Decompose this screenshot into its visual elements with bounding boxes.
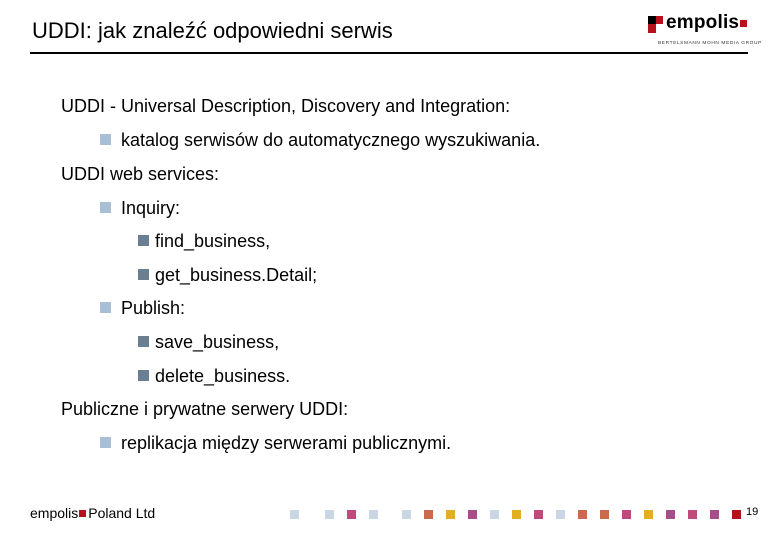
footer-square-icon [446,510,455,519]
logo-square-icon [740,20,747,27]
footer-square-icon [556,510,565,519]
bullet-icon [100,202,111,213]
bullet-icon [138,269,149,280]
bullet-icon [138,235,149,246]
footer-square-icon [688,510,697,519]
sub-bullet-item: get_business.Detail; [138,265,317,286]
logo-wordmark: empolis [666,12,740,33]
slide-title: UDDI: jak znaleźć odpowiedni serwis [32,18,393,43]
sub-bullet-item: find_business, [138,231,270,252]
page-number: 19 [746,506,759,518]
bullet-icon [138,336,149,347]
footer-square-icon [325,510,334,519]
empolis-logo [648,12,762,50]
footer-logo [30,505,155,521]
bullet-icon [100,437,111,448]
bullet-item: katalog serwisów do automatycznego wyszukiwania. [100,130,540,151]
footer-square-icon [600,510,609,519]
bullet-icon [100,134,111,145]
bullet-icon [138,370,149,381]
heading-web-services: UDDI web services: [61,164,220,184]
footer-company: Poland Ltd [88,505,156,521]
footer-square-icon [622,510,631,519]
bullet-item: replikacja między serwerami publicznymi. [100,433,451,454]
footer-square-icon [369,510,378,519]
footer-square-icon [490,510,499,519]
footer-square-icon [644,510,653,519]
footer-square-icon [534,510,543,519]
footer-square-icon [512,510,521,519]
footer-square-icon [578,510,587,519]
logo-mark-icon [648,16,663,33]
footer-square-icon [666,510,675,519]
logo-tagline: BERTELSMANN MOHN MEDIA GROUP [658,41,762,46]
footer-square-icon [402,510,411,519]
heading-uddi-definition: UDDI - Universal Description, Discovery and Integration: [61,96,511,116]
footer-square-icon [424,510,433,519]
footer-square-icon [79,510,86,517]
footer-square-icon [468,510,477,519]
heading-servers: Publiczne i prywatne serwery UDDI: [61,399,349,419]
footer-square-icon [347,510,356,519]
footer-square-icon [290,510,299,519]
sub-bullet-item: delete_business. [138,366,290,387]
bullet-item: Inquiry: [100,198,180,219]
sub-bullet-item: save_business, [138,332,279,353]
bullet-icon [100,302,111,313]
footer-square-icon [732,510,741,519]
footer-square-icon [710,510,719,519]
title-divider [30,52,748,54]
footer-brand: empolis [30,505,79,521]
bullet-item: Publish: [100,298,185,319]
